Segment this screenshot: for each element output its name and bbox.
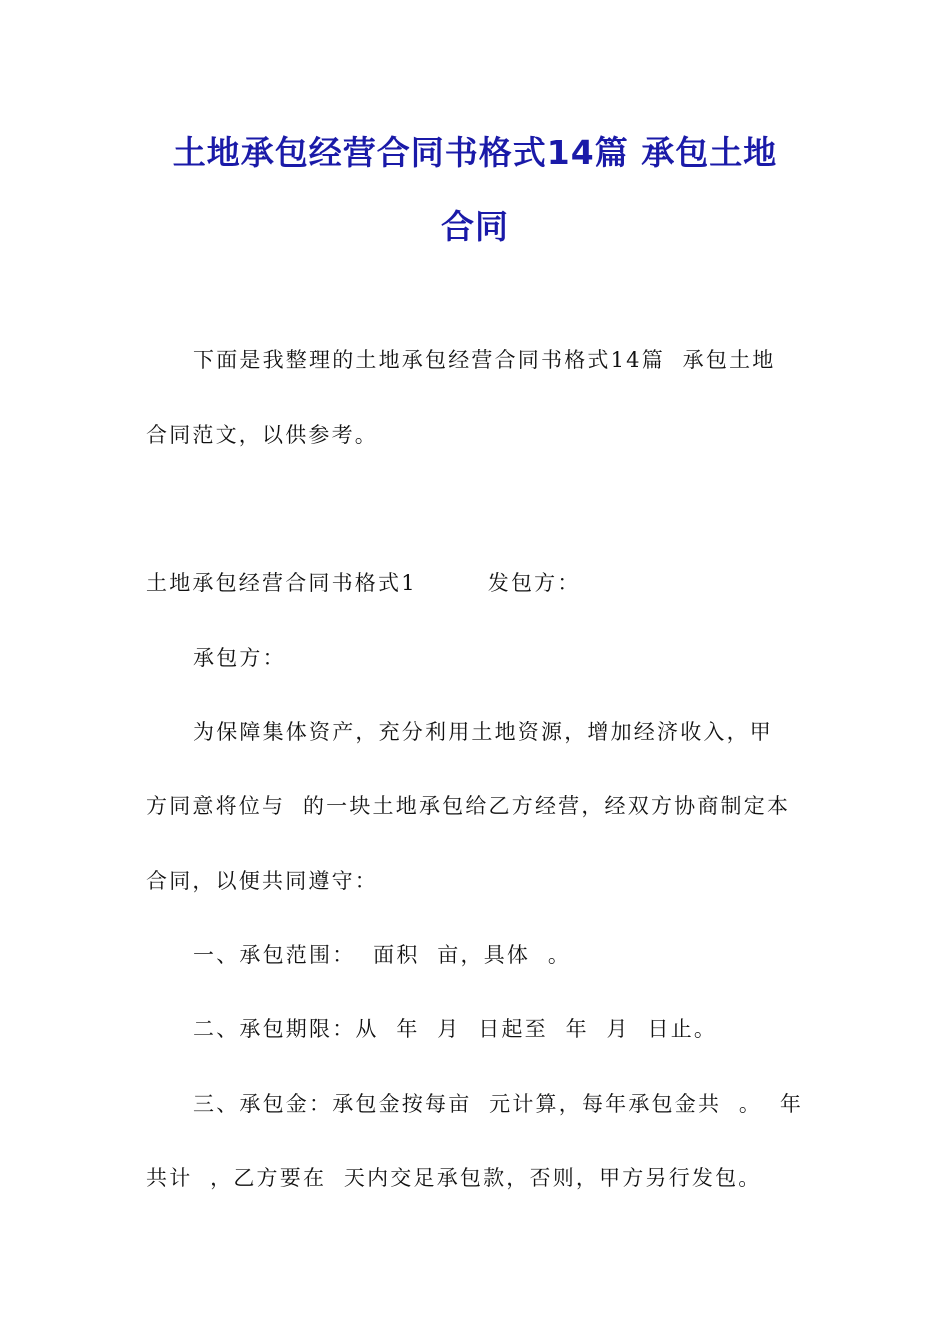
clause-2-line: 二、承包期限：从 年 月 日起至 年 月 日止。 [193, 1017, 718, 1041]
preamble-line-2: 方同意将位与 的一块土地承包给乙方经营，经双方协商制定本 [146, 794, 791, 818]
section-heading: 土地承包经营合同书格式1 发包方： [146, 571, 581, 595]
preamble-line-3: 合同，以便共同遵守： [146, 869, 378, 893]
preamble-line-1: 为保障集体资产，充分利用土地资源，增加经济收入，甲 [193, 720, 773, 744]
clause-1-line: 一、承包范围： 面积 亩，具体 。 [193, 943, 572, 967]
clause-3-line-2: 共计 ，乙方要在 天内交足承包款，否则，甲方另行发包。 [146, 1166, 762, 1190]
intro-paragraph-line-2: 合同范文，以供参考。 [146, 423, 378, 447]
document-title-line-2: 合同 [441, 207, 509, 246]
document-title-line-1: 土地承包经营合同书格式14篇 承包土地 [172, 133, 778, 172]
clause-3-line-1: 三、承包金：承包金按每亩 元计算，每年承包金共 。 年 [193, 1092, 804, 1116]
intro-paragraph-line-1: 下面是我整理的土地承包经营合同书格式14篇 承包土地 [193, 348, 776, 372]
party-b-line: 承包方： [193, 646, 286, 670]
